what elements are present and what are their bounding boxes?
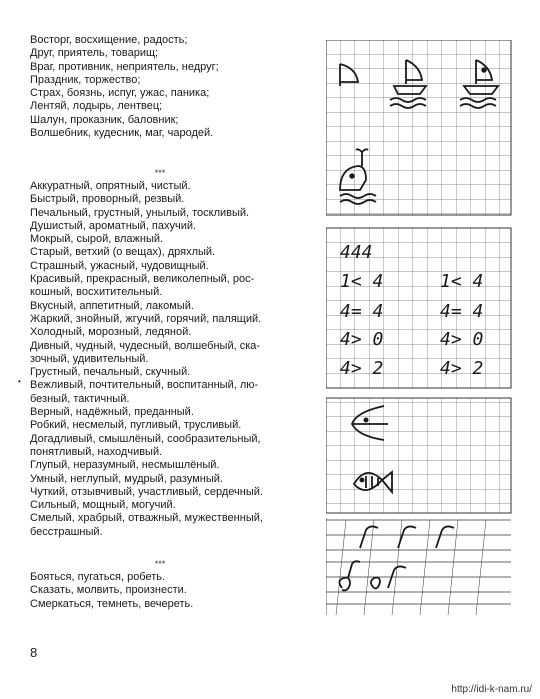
digits-row: 444	[340, 242, 373, 263]
text-line: Мокрый, сырой, влажный.	[30, 233, 164, 246]
text-line: Жаркий, знойный, жгучий, горячий, палящий.	[30, 312, 262, 325]
comparison-left: 4> 2	[340, 358, 384, 379]
text-line: Бояться, пугаться, робеть.	[30, 571, 166, 583]
text-line: Дивный, чудный, чудесный, волшебный, ска-	[30, 339, 261, 352]
comparison-right: 4= 4	[440, 301, 484, 322]
comparison-right: 1< 4	[440, 271, 484, 292]
text-line: Красивый, прекрасный, великолепный, рос-	[30, 273, 255, 286]
comparison-right: 4> 2	[440, 358, 484, 379]
text-line: Смелый, храбрый, отважный, мужественный,	[30, 512, 263, 525]
text-line: Чуткий, отзывчивый, участливый, сердечный.	[30, 485, 263, 498]
text-line: Холодный, морозный, ледяной.	[30, 326, 192, 339]
text-line: Страх, боязнь, испуг, ужас, паника;	[30, 87, 210, 100]
text-line: бесстрашный.	[30, 525, 103, 538]
comparison-left: 4> 0	[340, 329, 384, 350]
text-line: Догадливый, смышлёный, сообразительный,	[30, 432, 261, 445]
separator-stars: ***	[154, 168, 166, 178]
text-line: Душистый, ароматный, пахучий.	[30, 219, 197, 232]
text-line: Страшный, ужасный, чудовищный.	[30, 259, 209, 272]
text-line: Сказать, молвить, произнести.	[30, 584, 187, 597]
text-line: Грустный, печальный, скучный.	[30, 366, 191, 379]
text-line: Восторг, восхищение, радость;	[30, 34, 188, 46]
text-line: безный, тактичный.	[30, 392, 130, 405]
synonyms-group-adjectives	[30, 168, 320, 539]
cursive-letters	[339, 526, 454, 590]
grid-panel-birds-fish	[326, 398, 511, 513]
text-line: кошный, восхитительный.	[30, 286, 163, 299]
text-line: понятливый, находчивый.	[30, 445, 163, 458]
text-line: Сильный, мощный, могучий.	[30, 499, 176, 512]
bullet-dot: •	[18, 377, 21, 386]
synonyms-group-verbs	[30, 559, 320, 611]
text-line: Друг, приятель, товарищ;	[30, 47, 159, 60]
text-line: Аккуратный, опрятный, чистый.	[30, 180, 191, 192]
text-line: Быстрый, проворный, резвый.	[30, 193, 185, 206]
text-line: Вежливый, почтительный, воспитанный, лю-	[30, 379, 259, 392]
text-line: Смеркаться, темнеть, вечереть.	[30, 597, 194, 610]
text-line: Шалун, проказник, баловник;	[30, 113, 179, 126]
comparison-left: 1< 4	[340, 271, 384, 292]
comparison-left: 4= 4	[340, 301, 384, 322]
text-line: Умный, неглупый, мудрый, разумный.	[30, 472, 223, 485]
separator-stars: ***	[154, 559, 166, 569]
text-line: Печальный, грустный, унылый, тоскливый.	[30, 206, 250, 219]
text-line: Праздник, торжество;	[30, 73, 141, 86]
page-number: 8	[30, 645, 38, 660]
text-line: Лентяй, лодырь, лентвец;	[30, 100, 163, 113]
comparison-right: 4> 0	[440, 329, 484, 350]
text-line: Старый, ветхий (о вещах), дряхлый.	[30, 246, 216, 259]
grid-panel-fish-boats	[326, 40, 511, 215]
text-line: Глупый, неразумный, несмышлёный.	[30, 459, 220, 472]
text-line: Робкий, несмелый, пугливый, трусливый.	[30, 419, 242, 432]
site-url: http://idi-k-nam.ru/	[451, 684, 532, 695]
ruled-lines-panel	[326, 518, 511, 615]
text-line: Враг, противник, неприятель, недруг;	[30, 60, 219, 73]
synonyms-group-nouns	[30, 34, 320, 140]
text-line: Верный, надёжный, преданный.	[30, 406, 194, 419]
text-line: Вкусный, аппетитный, лакомый.	[30, 299, 194, 312]
text-line: Волшебник, кудесник, маг, чародей.	[30, 127, 214, 140]
handwriting-worksheet	[326, 40, 516, 625]
text-line: зочный, удивительный.	[30, 352, 149, 365]
